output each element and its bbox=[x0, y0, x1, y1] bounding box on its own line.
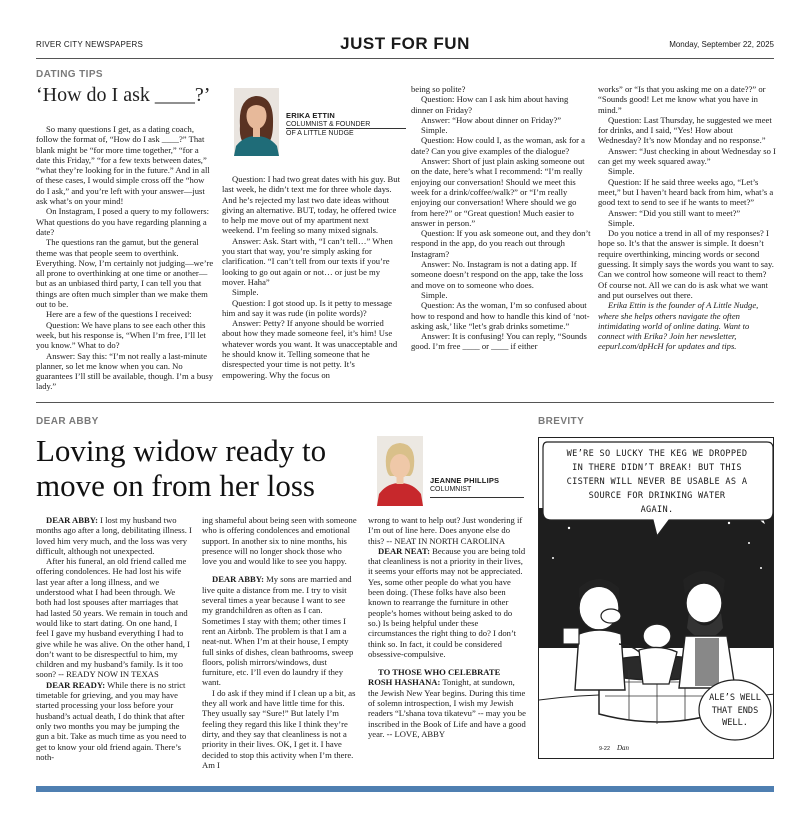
comic-signature: Dan bbox=[617, 744, 630, 752]
dating-tips-title: ‘How do I ask ____?’ bbox=[36, 84, 211, 106]
bottom-speech-balloon bbox=[699, 692, 771, 730]
paragraph: Answer: “Just checking in about Wednesday so I can get my week squared away.” bbox=[598, 145, 776, 167]
section-rule bbox=[36, 402, 774, 403]
paragraph: On Instagram, I posed a query to my followers: What questions do you have regarding planning a date? bbox=[36, 206, 210, 237]
author-bio: Erika Ettin is the founder of A Little Nudge, where she helps others navigate the often intimidating world of online dating. Want to connect with Erika? Join her newsletter, eepurl.com/dpHcH for updates and tips. bbox=[598, 300, 759, 352]
paragraph: Simple. bbox=[232, 287, 259, 298]
paragraph: Do you notice a trend in all of my responses? I hope so. It’s that the answer is simple. It doesn’t require overthinking, mincing words or second guessing. It simply says the words you want to say. Can we control how someone will react to them? Of course not. All we can do is ask what we want and put ourselves out there. bbox=[598, 228, 774, 300]
balloon-line: AGAIN. bbox=[640, 505, 674, 515]
dear-abby-label: DEAR ABBY bbox=[36, 416, 99, 427]
paragraph: Here are a few of the questions I received: bbox=[46, 309, 192, 320]
dear-abby-column-2 bbox=[202, 515, 358, 770]
dating-tips-label: DATING TIPS bbox=[36, 69, 103, 80]
balloon-line: WE’RE SO LUCKY THE KEG WE DROPPED bbox=[566, 449, 748, 459]
paragraph: Question: We have plans to see each other this week, but his response is, “When I’m free, I’ll let you know.” What to do? bbox=[36, 319, 206, 351]
paragraph-text: Because you are being told that cleanliness is not a priority in their lives, it seems your efforts may not be appreciated. Yes, some other people do what you have been doing. (These folks have also been known to rearrange the furniture in other people’s homes without being asked to do so.) Is being helpful under these circumstances the right thing to do? I don’t think so. In fact, it could be considered obsessive-compulsive. bbox=[368, 545, 526, 659]
author-title: COLUMNIST & FOUNDER bbox=[286, 121, 371, 128]
paragraph: Question: As the woman, I’m so confused about how to respond and how to handle this kind of ‘not-asking ask,’ like “let’s grab drinks sometime.” bbox=[411, 300, 590, 331]
dear-abby-column-1 bbox=[36, 515, 192, 762]
dating-tips-column-1 bbox=[36, 124, 214, 392]
paragraph: The questions ran the gamut, but the general theme was that people seem to overthink. Everything. Now, I’m certainly not judging—we’re all prone to overthinking at one time or another—but as an unbiased third party, I can tell you that things are often much simpler than we make them out to be. bbox=[36, 237, 214, 310]
publication-name: RIVER CITY NEWSPAPERS bbox=[36, 40, 144, 49]
paragraph bbox=[202, 515, 358, 566]
dating-tips-column-2 bbox=[222, 174, 400, 380]
comic-date-credit: 9-22 bbox=[599, 746, 611, 752]
brevity-comic-panel bbox=[538, 437, 774, 759]
lead-in: TO THOSE WHO CELEBRATE ROSH HASHANA: bbox=[368, 667, 501, 688]
paragraph: Answer: “How about dinner on Friday?” bbox=[421, 114, 562, 125]
author-portrait-icon bbox=[234, 88, 279, 156]
paragraph: Simple. bbox=[608, 166, 635, 177]
balloon-line: IN THERE DIDN’T BREAK! BUT THIS bbox=[572, 463, 742, 473]
paragraph: Answer: Say this: “I’m not really a last-minute planner, so let me know when you can. No guarantees I’ll still be available, though. I’m a busy lady.” bbox=[36, 350, 214, 392]
paragraph: Answer: Ask. Start with, “I can’t tell…” When you start that way, you’re simply asking for clarification. “I can’t tell from our texts if you’re looking to go out again or not… or just be my mover. Haha” bbox=[222, 235, 393, 287]
page-header bbox=[36, 34, 774, 54]
paragraph bbox=[368, 546, 526, 659]
paragraph: Simple. bbox=[421, 289, 448, 300]
paragraph: Answer: No. Instagram is not a dating app. If someone doesn’t respond on the app, take the loss and move on to someone who does. bbox=[411, 259, 583, 290]
dating-tips-column-3 bbox=[411, 84, 591, 352]
paragraph bbox=[202, 574, 358, 687]
lead-in: DEAR READY: bbox=[46, 679, 106, 690]
balloon-line: SOURCE FOR DRINKING WATER bbox=[588, 491, 726, 501]
paragraph-text: While there is no strict timetable for grieving, and you may have started processing your loss before your husband’s actual death, I do think that after only two months you may be jumping the gun a bit. Take as much time as you need to get to know your old friend again. There’s noth- bbox=[36, 679, 187, 762]
lead-in: DEAR ABBY: bbox=[212, 574, 264, 585]
lead-in: DEAR ABBY: bbox=[46, 515, 98, 525]
lead-in: DEAR NEAT: bbox=[378, 545, 430, 556]
paragraph: Answer: It is confusing! You can reply, “Sounds good. I’m free ____ or ____ if either bbox=[411, 331, 587, 352]
footer-bar bbox=[36, 786, 774, 792]
paragraph bbox=[36, 680, 192, 762]
paragraph-text: I do ask if they mind if I clean up a bit, as they all work and have little time for this. They usually say “Sure!” But lately I’m feeling they regard this like I think they’re dirty, and they say that cleanliness is not a priority in their lives. OK, I get it. I have decided to stop this activity when I’m there. Am I bbox=[202, 687, 356, 770]
paragraph: Question: How could I, as the woman, ask for a date? Can you give examples of the dialogue? bbox=[411, 135, 585, 156]
dear-abby-headline: Loving widow ready to move on from her loss bbox=[36, 433, 327, 503]
paragraph: Question: How can I ask him about having dinner on Friday? bbox=[411, 94, 569, 115]
dating-tips-column-4 bbox=[598, 84, 776, 352]
paragraph: works” or “Is that you asking me on a date??” or “Sounds good! Let me know what you have in mind.” bbox=[598, 84, 766, 115]
section-title: JUST FOR FUN bbox=[340, 34, 470, 53]
paragraph bbox=[368, 515, 526, 546]
erika-ettin-photo bbox=[234, 88, 279, 156]
paragraph-text: My sons are married and live quite a distance from me. I try to visit several times a year because I want to see my grandchildren as often as I can. Sometimes I stay with them; other times I rent an Airbnb. The problem is that I am a neat-nut. When I’m at their house, I empty full sinks of dishes, clean bathrooms, sweep floors, polish mirrors/windows, dust furniture, etc. I’ll even do laundry if they want. bbox=[202, 574, 354, 688]
paragraph: Answer: Short of just plain asking someone out on the date, here’s what I recommend: “I’m really enjoying our conversation! Should we meet this week for a drink/coffee/walk?” or “I’m really enjoying our conversation! Where should we go from here?” or “Great question! Much easier to answer in person.” bbox=[411, 156, 585, 228]
balloon-line: CISTERN WILL NEVER BE USABLE AS A bbox=[566, 477, 748, 487]
paragraph: Question: I had two great dates with his guy. But last week, he didn’t text me for three whole days. And he’s rejected my last two date ideas without giving an alternative. BUT, today, he offered twice to help me move out of my apartment next weekend. I’m feeling so many mixed signals. bbox=[222, 174, 400, 236]
paragraph-text: After his funeral, an old friend called me offering condolences. He had lost his wife last year after a long illness, and we understood what I had been through. We both had lost spouses after marriages that had lasted 50 years. We remain in touch and would like to start dating. On one hand, I feel I gave my husband everything I had to give while he was alive. On the other hand, I don’t want to be disrespectful to him, my children and my husband’s family. Is it too soon? -- READY NOW IN TEXAS bbox=[36, 556, 190, 680]
issue-date: Monday, September 22, 2025 bbox=[669, 40, 774, 49]
paragraph: Answer: “Did you still want to meet?” bbox=[608, 207, 741, 218]
paragraph-text: I lost my husband two months ago after a long, debilitating illness. I loved him very much, and the loss was very difficult, although not unexpected. bbox=[36, 515, 192, 556]
author-portrait-icon bbox=[377, 436, 423, 506]
paragraph bbox=[36, 556, 192, 680]
paragraph: Question: Last Thursday, he suggested we meet for drinks, and I said, “Yes! How about Wednesday? It’s now Monday and no response.” bbox=[598, 114, 772, 146]
paragraph: Simple. bbox=[608, 217, 635, 228]
byline-rule bbox=[430, 497, 524, 498]
paragraph: Answer: Petty? If anyone should be worried about how they made someone feel, it’s him! Use whatever words you want. It was unacceptable and he should know it. Telling someone that he disrespected your time is not petty. It’s empowering. Why the focus on bbox=[222, 318, 398, 380]
header-rule bbox=[36, 58, 774, 59]
abby-author-name: JEANNE PHILLIPS bbox=[430, 476, 500, 485]
paragraph bbox=[202, 688, 358, 770]
dear-abby-column-3 bbox=[368, 515, 526, 739]
top-speech-balloon bbox=[545, 447, 769, 517]
author-name: ERIKA ETTIN bbox=[286, 111, 336, 120]
author-title-line2: OF A LITTLE NUDGE bbox=[286, 130, 354, 137]
brevity-label: BREVITY bbox=[538, 416, 585, 427]
jeanne-phillips-photo bbox=[377, 436, 423, 506]
paragraph: Question: If he said three weeks ago, “Let’s meet,” but I haven’t heard back from him, what’s a good text to send to see if he wants to meet?” bbox=[598, 176, 774, 208]
paragraph: So many questions I get, as a dating coach, follow the format of, “How do I ask ____?” That blank might be “for more time together,” “for a date this Friday,” “for a few texts between dates,” “what they’re looking for in the future.” And in all of these cases, I would simple cross off the “how do I ask,” and you’re left with your answer—just ask what’s on your mind! bbox=[36, 124, 210, 207]
paragraph: Question: If you ask someone out, and they don’t respond in the app, do you reach out through Instagram? bbox=[411, 228, 591, 259]
paragraph: Simple. bbox=[421, 125, 448, 136]
paragraph bbox=[368, 667, 526, 739]
paragraph-text: Tonight, at sundown, the Jewish New Year begins. During this time of solemn introspection, I wish my Jewish readers “L’shana tova tikatevu” -- may you be inscribed in the Book of Life and have a good year. -- LOVE, ABBY bbox=[368, 677, 526, 739]
paragraph-text: ing shameful about being seen with someone who is offering condolences and emotional support. In another six to nine months, his presence will no longer shock those who love you and would like to see you happy. bbox=[202, 515, 357, 567]
paragraph: Question: I got stood up. Is it petty to message him and say it was rude (in polite words)? bbox=[222, 297, 392, 318]
paragraph: being so polite? bbox=[411, 84, 466, 94]
balloon-line: THAT ENDS bbox=[711, 705, 759, 716]
balloon-line: WELL. bbox=[722, 718, 748, 728]
balloon-line: ALE’S WELL bbox=[709, 693, 761, 703]
abby-author-title: COLUMNIST bbox=[430, 486, 472, 493]
paragraph-text: wrong to want to help out? Just wondering if I’m out of line here. Does anyone else do this? -- NEAT IN NORTH CAROLINA bbox=[368, 515, 523, 546]
paragraph bbox=[36, 515, 192, 556]
